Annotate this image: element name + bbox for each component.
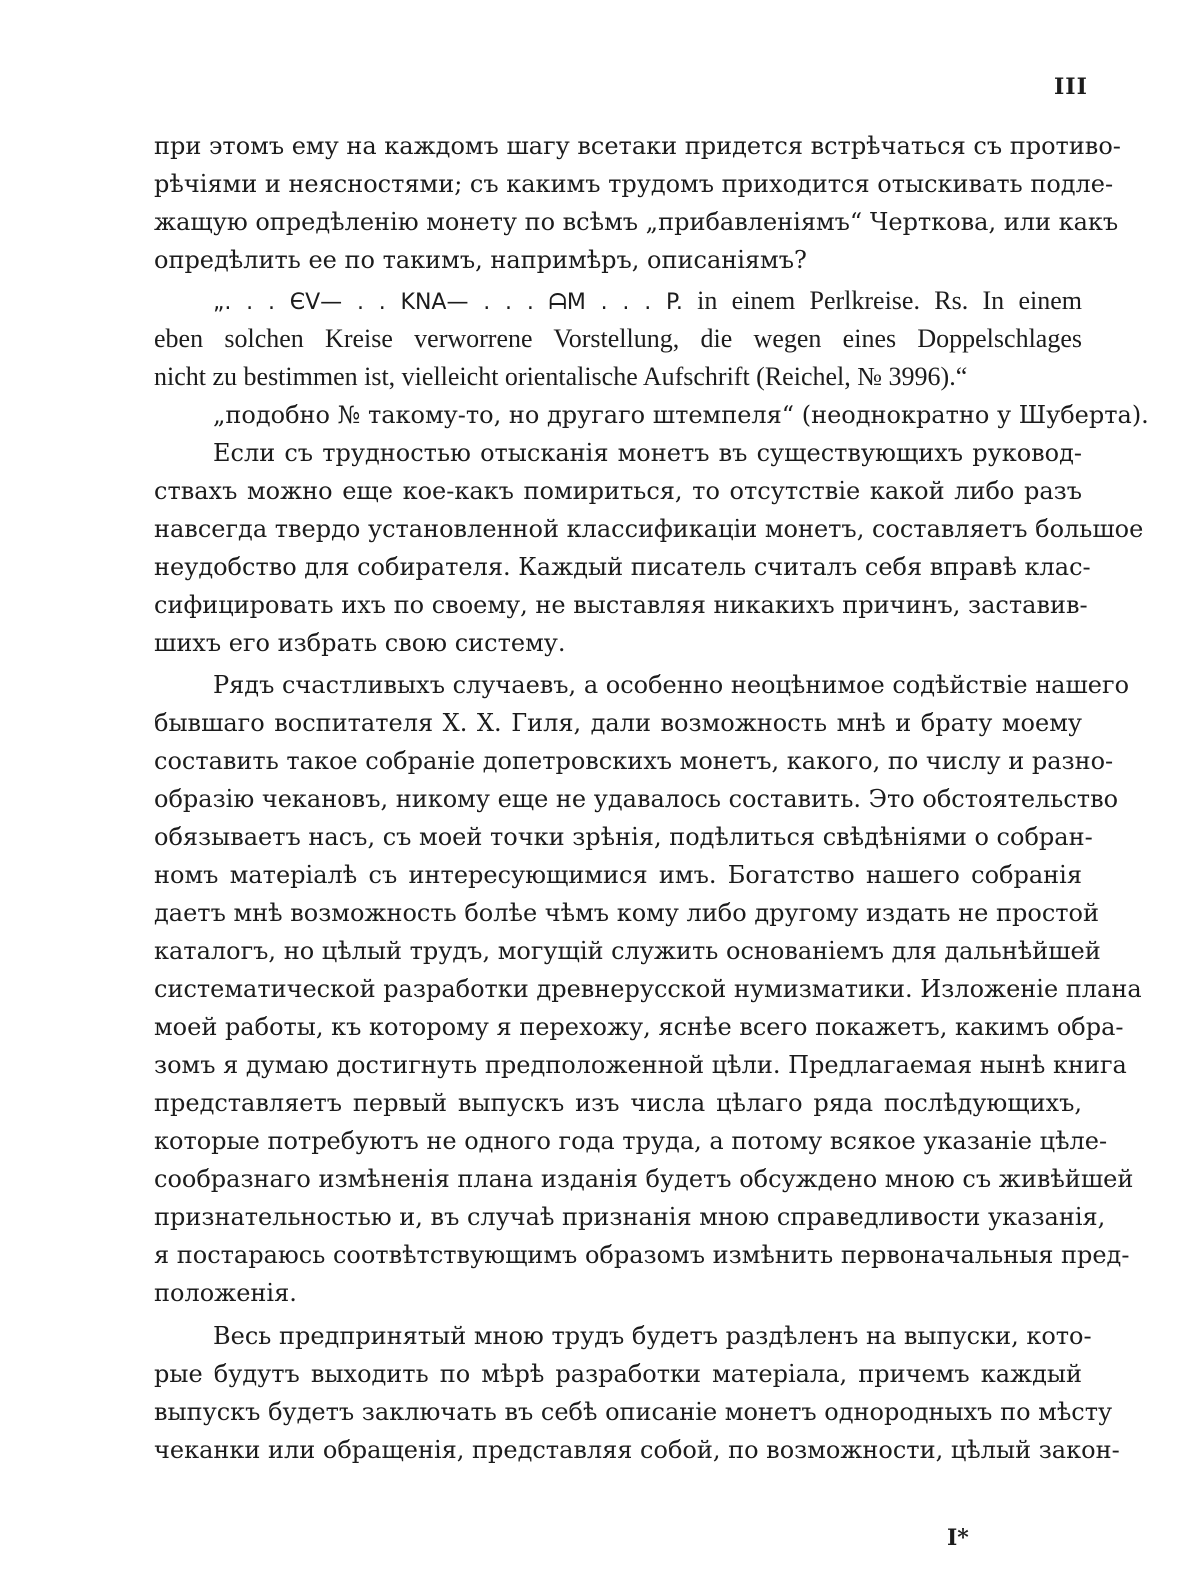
text-line: моей работы, къ которому я перехожу, яснѣе всего покажетъ, какимъ обра- <box>154 1013 1124 1041</box>
text-line: опредѣлить ее по такимъ, напримѣръ, описаніямъ? <box>154 246 807 274</box>
text-line: даетъ мнѣ возможность болѣе чѣмъ кому либо другому издать не простой <box>154 899 1099 927</box>
coin-legend: „. . . ЄV— . . KNA— . . . ᗩM . . . P. <box>213 290 683 315</box>
text-line: шихъ его избрать свою систему. <box>154 629 566 657</box>
text-line: nicht zu bestimmen ist, vielleicht orientalische Aufschrift (Reichel, № 3996).“ <box>154 362 968 391</box>
text-line: Рядъ счастливыхъ случаевъ, а особенно неоцѣнимое содѣйствіе нашего <box>213 671 1130 699</box>
text-line: представляетъ первый выпускъ изъ числа цѣлаго ряда послѣдующихъ, <box>154 1089 1082 1117</box>
text-line: составить такое собраніе допетровскихъ монетъ, какого, по числу и разно- <box>154 747 1114 775</box>
text-line: признательностью и, въ случаѣ признанія мною справедливости указанія, <box>154 1203 1106 1231</box>
text-line: Если съ трудностью отысканія монетъ въ существующихъ руковод- <box>213 439 1082 467</box>
text-line: выпускъ будетъ заключать въ себѣ описаніе монетъ однородныхъ по мѣсту <box>154 1398 1113 1426</box>
text-line: ствахъ можно еще кое-какъ помириться, то отсутствіе какой либо разъ <box>154 477 1082 505</box>
text-line: рые будутъ выходить по мѣрѣ разработки матеріала, причемъ каждый <box>154 1360 1082 1388</box>
text-line: при этомъ ему на каждомъ шагу всетаки придется встрѣчаться съ противо- <box>154 132 1121 160</box>
text-line: Весь предпринятый мною трудъ будетъ раздѣленъ на выпуски, кото- <box>213 1322 1092 1350</box>
text-line: жащую опредѣленію монету по всѣмъ „прибавленіямъ“ Черткова, или какъ <box>154 208 1119 236</box>
text-line: навсегда твердо установленной классификаціи монетъ, составляетъ большое <box>154 515 1144 543</box>
text-line: рѣчіями и неясностями; съ какимъ трудомъ приходится отыскивать подле- <box>154 170 1114 198</box>
text-line: я постараюсь соотвѣтствующимъ образомъ измѣнить первоначальныя пред- <box>154 1241 1130 1269</box>
text-line: eben solchen Kreise verworrene Vorstellung, die wegen eines Doppelschlages <box>154 324 1082 353</box>
text-line: неудобство для собирателя. Каждый писатель считалъ себя вправѣ клас- <box>154 553 1091 581</box>
coin-description-line <box>213 283 1082 319</box>
text-line: положенія. <box>154 1279 297 1307</box>
text-line: бывшаго воспитателя Х. Х. Гиля, дали возможность мнѣ и брату моему <box>154 709 1082 737</box>
text-line: сообразнаго измѣненія плана изданія будетъ обсуждено мною съ живѣйшей <box>154 1165 1134 1193</box>
signature-mark: I* <box>947 1525 969 1551</box>
text-line: номъ матеріалѣ съ интересующимися имъ. Богатство нашего собранія <box>154 861 1082 889</box>
text-line: зомъ я думаю достигнуть предположенной цѣли. Предлагаемая нынѣ книга <box>154 1051 1127 1079</box>
text-line: образію чекановъ, никому еще не удавалось составить. Это обстоятельство <box>154 785 1119 813</box>
text-line: чеканки или обращенія, представляя собой, по возможности, цѣлый закон- <box>154 1436 1120 1464</box>
text-line: систематической разработки древнерусской нумизматики. Изложеніе плана <box>154 975 1142 1003</box>
text-line: обязываетъ насъ, съ моей точки зрѣнія, подѣлиться свѣдѣніями о собран- <box>154 823 1093 851</box>
text-line: которые потребуютъ не одного года труда, а потому всякое указаніе цѣле- <box>154 1127 1108 1155</box>
text-span: in einem Perlkreise. Rs. In einem <box>682 286 1082 315</box>
text-line: „подобно № такому-то, но другаго штемпеля“ (неоднократно у Шуберта). <box>213 401 1149 429</box>
text-line: каталогъ, но цѣлый трудъ, могущій служить основаніемъ для дальнѣйшей <box>154 937 1101 965</box>
text-line: сифицировать ихъ по своему, не выставляя никакихъ причинъ, заставив- <box>154 591 1088 619</box>
page-number: III <box>1054 74 1088 100</box>
